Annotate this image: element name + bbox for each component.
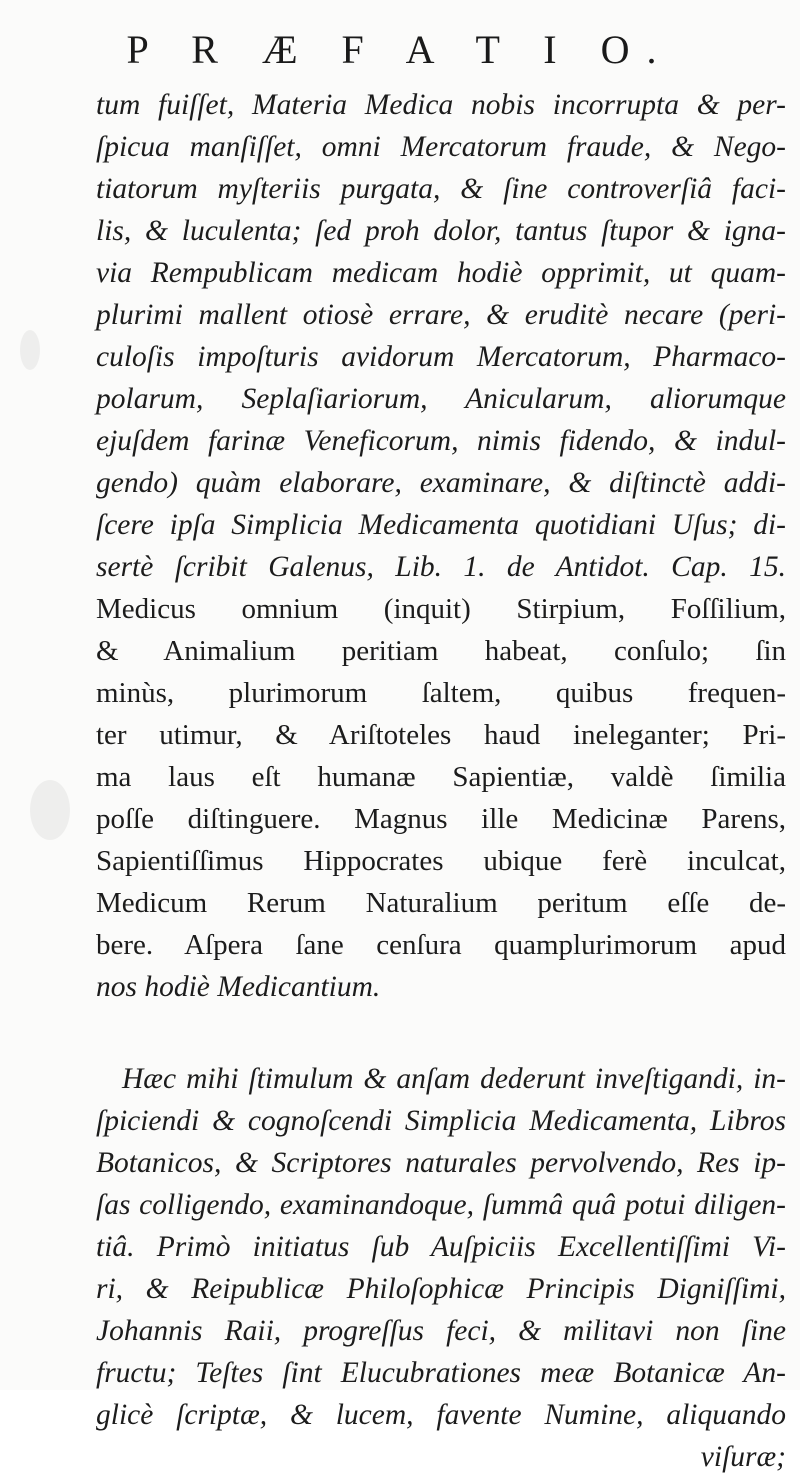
text-line: poſſe diſtinguere. Magnus ille Medicinæ Parens, xyxy=(96,803,786,835)
scan-smudge xyxy=(30,780,70,840)
text-line: minùs, plurimorum ſaltem, quibus frequen- xyxy=(96,677,786,709)
catchword: viſuræ; xyxy=(700,1441,786,1473)
text-line: Botanicos, & Scriptores naturales pervolvendo, Res ip- xyxy=(96,1147,786,1179)
text-line: tiâ. Primò initiatus ſub Auſpiciis Excellentiſſimi Vi- xyxy=(96,1231,786,1263)
text-line: ejuſdem farinæ Veneficorum, nimis fidendo, & indul- xyxy=(96,425,786,457)
text-line: ſcere ipſa Simplicia Medicamenta quotidiani Uſus; di- xyxy=(96,509,786,541)
text-line: ri, & Reipublicæ Philoſophicæ Principis Digniſſimi, xyxy=(96,1273,786,1305)
text-line: Sapientiſſimus Hippocrates ubique ferè inculcat, xyxy=(96,845,786,877)
text-line: culoſis impoſturis avidorum Mercatorum, Pharmaco- xyxy=(96,341,786,373)
text-body xyxy=(96,84,786,1478)
text-line: ſas colligendo, examinandoque, ſummâ quâ potui diligen- xyxy=(96,1189,786,1221)
paragraph-spacer xyxy=(96,1008,786,1058)
text-line: gendo) quàm elaborare, examinare, & diſtinctè addi- xyxy=(96,467,786,499)
text-line: ma laus eſt humanæ Sapientiæ, valdè ſimilia xyxy=(96,761,786,793)
text-line: ſpicua manſiſſet, omni Mercatorum fraude, & Nego- xyxy=(96,131,786,163)
text-line: ter utimur, & Ariſtoteles haud ineleganter; Pri- xyxy=(96,719,786,751)
text-line: polarum, Seplaſiariorum, Anicularum, aliorumque xyxy=(96,383,786,415)
text-line: Medicum Rerum Naturalium peritum eſſe de- xyxy=(96,887,786,919)
text-line: via Rempublicam medicam hodiè opprimit, ut quam- xyxy=(96,257,786,289)
text-line: nos hodiè Medicantium. xyxy=(96,971,381,1003)
text-line: tiatorum myſteriis purgata, & ſine controverſiâ faci- xyxy=(96,173,786,205)
text-line: sertè ſcribit Galenus, Lib. 1. de Antidot. Cap. 15. xyxy=(96,551,786,583)
text-line: glicè ſcriptæ, & lucem, favente Numine, aliquando xyxy=(96,1399,786,1431)
paragraph-2 xyxy=(96,1058,786,1436)
paragraph-1 xyxy=(96,84,786,1008)
page-header: P R Æ F A T I O. xyxy=(126,27,674,72)
text-line: Medicus omnium (inquit) Stirpium, Foſſilium, xyxy=(96,593,786,625)
text-line: fructu; Teſtes ſint Elucubrationes meæ Botanicæ An- xyxy=(96,1357,786,1389)
text-line: bere. Aſpera ſane cenſura quamplurimorum apud xyxy=(96,929,786,961)
scan-smudge xyxy=(20,330,40,370)
text-line: & Animalium peritiam habeat, conſulo; ſin xyxy=(96,635,786,667)
text-line: plurimi mallent otiosè errare, & eruditè necare (peri- xyxy=(96,299,786,331)
text-line: lis, & luculenta; ſed proh dolor, tantus ſtupor & igna- xyxy=(96,215,786,247)
text-line: ſpiciendi & cognoſcendi Simplicia Medicamenta, Libros xyxy=(96,1105,786,1137)
text-line: Hæc mihi ſtimulum & anſam dederunt inveſtigandi, in- xyxy=(122,1063,786,1095)
text-line: Johannis Raii, progreſſus feci, & militavi non ſine xyxy=(96,1315,786,1347)
text-line: tum fuiſſet, Materia Medica nobis incorrupta & per- xyxy=(96,89,786,121)
